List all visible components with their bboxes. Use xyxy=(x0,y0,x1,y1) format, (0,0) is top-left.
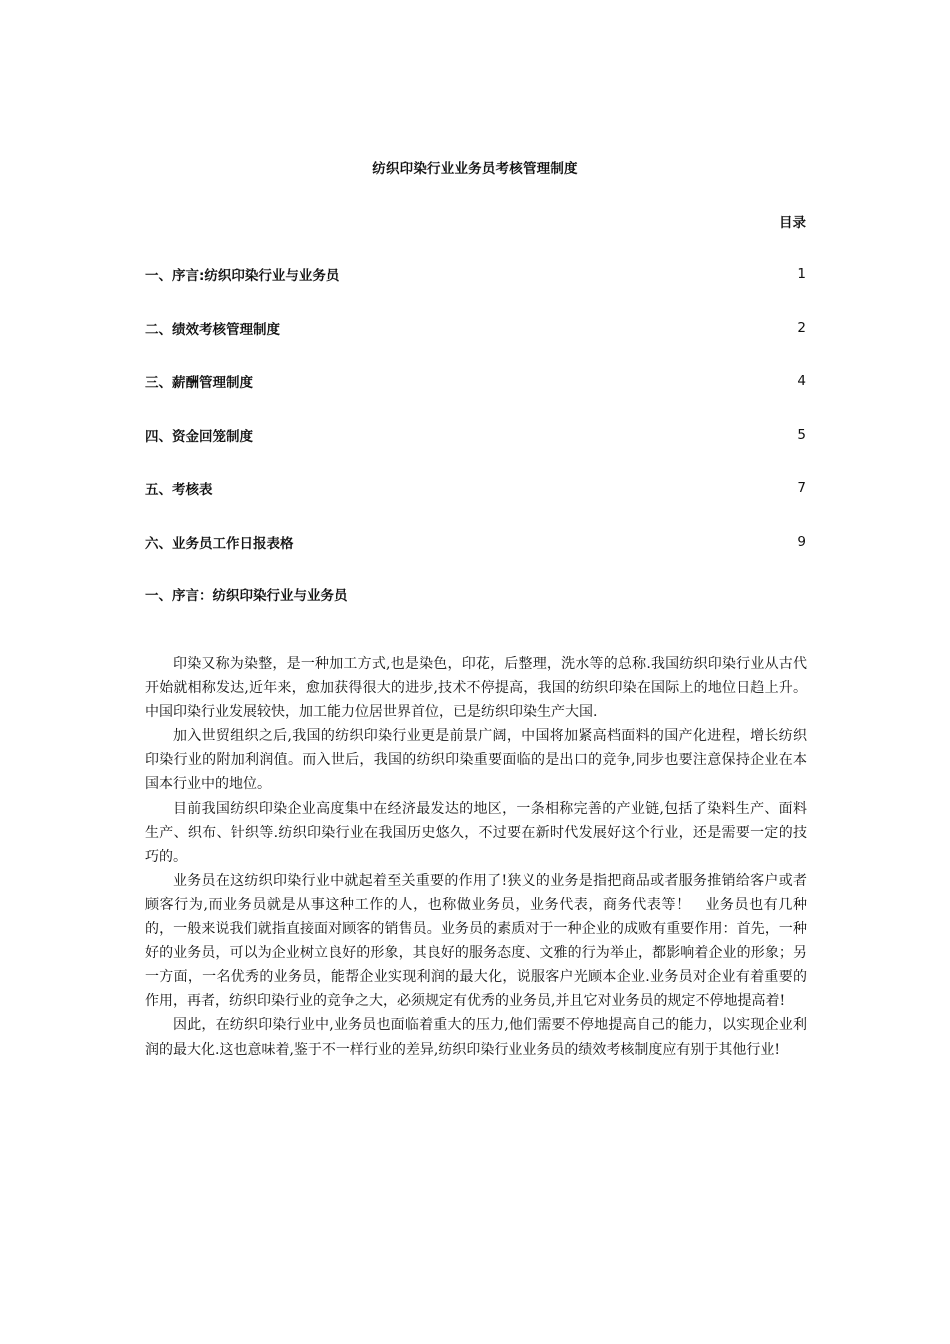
toc-entry[interactable] xyxy=(145,425,806,445)
document-title: 纺织印染行业业务员考核管理制度 xyxy=(372,161,578,177)
toc-entry-label: 四、资金回笼制度 xyxy=(145,428,253,445)
table-of-contents xyxy=(145,264,806,586)
toc-entry[interactable] xyxy=(145,532,806,552)
paragraph: 因此，在纺织印染行业中,业务员也面临着重大的压力,他们需要不停地提高自己的能力，以实现企业利润的最大化.这也意味着,鉴于不一样行业的差异,纺织印染行业业务员的绩效考核制度应有别于其他行业! xyxy=(145,1017,807,1058)
toc-entry-page: 7 xyxy=(797,480,806,497)
toc-entry-page: 4 xyxy=(797,373,806,390)
paragraph: 目前我国纺织印染企业高度集中在经济最发达的地区，一条相称完善的产业链,包括了染料生产、面料生产、织布、针织等.纺织印染行业在我国历史悠久，不过要在新时代发展好这个行业，还是需要一定的技巧的。 xyxy=(145,800,807,865)
toc-entry-label: 五、考核表 xyxy=(145,482,213,499)
toc-entry-label: 二、绩效考核管理制度 xyxy=(145,321,280,338)
toc-entry[interactable] xyxy=(145,371,806,391)
toc-entry-page: 9 xyxy=(797,533,806,550)
toc-entry-label: 六、业务员工作日报表格 xyxy=(145,535,294,552)
toc-entry-label: 三、薪酬管理制度 xyxy=(145,375,253,392)
toc-entry-page: 2 xyxy=(797,319,806,336)
paragraph: 加入世贸组织之后,我国的纺织印染行业更是前景广阔，中国将加紧高档面料的国产化进程，增长纺织印染行业的附加利润值。而入世后，我国的纺织印染重要面临的是出口的竞争,同步也要注意保持企业在本国本行业中的地位。 xyxy=(145,728,807,793)
toc-entry[interactable] xyxy=(145,478,806,498)
toc-entry[interactable] xyxy=(145,264,806,284)
toc-entry-page: 1 xyxy=(797,266,806,282)
paragraph: 业务员在这纺织印染行业中就起着至关重要的作用了!狭义的业务是指把商品或者服务推销给客户或者顾客行为,而业务员就是从事这种工作的人，也称做业务员，业务代表，商务代表等！ 业务员也有几种的，一般来说我们就指直接面对顾客的销售员。业务员的素质对于一种企业的成败有重要作用：首先，一种好的业务员，可以为企业树立良好的形象，其良好的服务态度、文雅的行为举止，都影响着企业的形象；另一方面，一名优秀的业务员，能帮企业实现利润的最大化，说服客户光顾本企业.业务员对企业有着重要的作用，再者，纺织印染行业的竞争之大，必须规定有优秀的业务员,并且它对业务员的规定不停地提高着! xyxy=(145,872,807,1010)
section-heading: 一、序言：纺织印染行业与业务员 xyxy=(145,588,348,604)
toc-heading: 目录 xyxy=(779,215,806,231)
toc-entry-label: 一、序言:纺织印染行业与业务员 xyxy=(145,268,340,284)
toc-entry[interactable] xyxy=(145,318,806,338)
body-text xyxy=(145,652,807,1062)
toc-entry-page: 5 xyxy=(797,426,806,443)
paragraph: 印染又称为染整，是一种加工方式,也是染色，印花，后整理，洗水等的总称.我国纺织印染行业从古代开始就相称发达,近年来，愈加获得很大的进步,技术不停提高，我国的纺织印染在国际上的地位日趋上升。中国印染行业发展较快，加工能力位居世界首位，已是纺织印染生产大国. xyxy=(145,656,807,721)
